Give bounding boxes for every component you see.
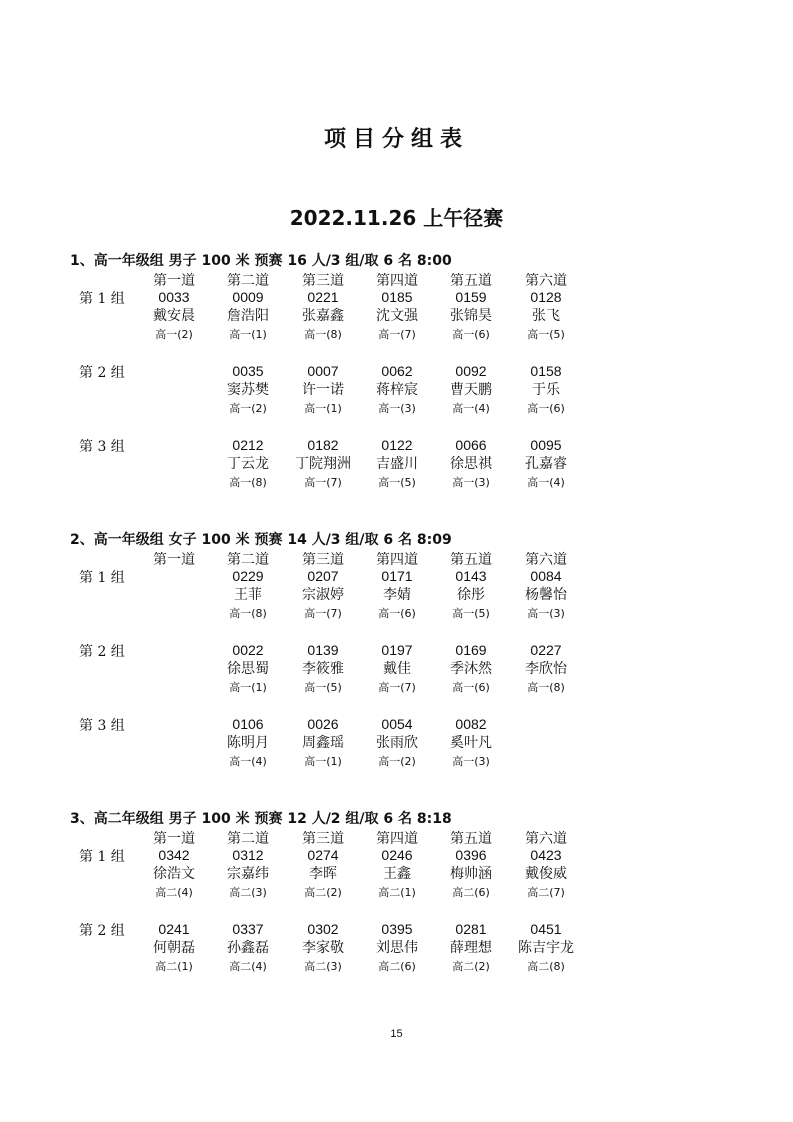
athlete-number: 0281: [455, 921, 487, 937]
athlete-number: 0185: [381, 289, 413, 305]
athlete-entry: [210, 641, 286, 697]
athlete-class: 高二(2): [452, 960, 490, 973]
athlete-number: 0062: [381, 363, 413, 379]
athlete-class: 高一(4): [452, 402, 490, 415]
athlete-number: 0312: [232, 847, 264, 863]
athlete-class: 高二(8): [527, 960, 565, 973]
athlete-number: 0227: [530, 642, 562, 658]
lane-header: 第三道: [302, 552, 344, 568]
athlete-class: 高一(8): [229, 607, 267, 620]
athlete-class: 高一(5): [378, 476, 416, 489]
athlete-name: 徐浩文: [153, 866, 195, 882]
group-label: 第 3 组: [79, 718, 125, 734]
lane-header: 第一道: [153, 273, 195, 289]
document-title: 项目分组表: [323, 126, 469, 152]
athlete-entry: [433, 846, 509, 902]
athlete-name: 徐思祺: [450, 456, 492, 472]
athlete-class: 高一(4): [229, 755, 267, 768]
athlete-name: 李家敬: [302, 940, 344, 956]
athlete-name: 王菲: [234, 587, 262, 603]
lane-header: 第四道: [376, 273, 418, 289]
athlete-name: 宗淑婷: [302, 587, 344, 603]
athlete-entry: [508, 288, 584, 344]
athlete-name: 戴安晨: [153, 308, 195, 324]
athlete-class: 高一(2): [378, 755, 416, 768]
athlete-name: 刘思伟: [376, 940, 418, 956]
athlete-entry: [433, 436, 509, 492]
athlete-name: 曹天鹏: [450, 382, 492, 398]
event-heading: 1、高一年级组 男子 100 米 预赛 16 人/3 组/取 6 名 8:00: [70, 253, 452, 269]
athlete-number: 0033: [158, 289, 190, 305]
athlete-entry: [285, 567, 361, 623]
athlete-class: 高一(1): [229, 681, 267, 694]
athlete-entry: [508, 436, 584, 492]
athlete-class: 高一(2): [229, 402, 267, 415]
athlete-name: 许一诺: [302, 382, 344, 398]
athlete-number: 0169: [455, 642, 487, 658]
athlete-number: 0159: [455, 289, 487, 305]
athlete-name: 丁院翔洲: [295, 456, 351, 472]
athlete-class: 高二(1): [378, 886, 416, 899]
athlete-number: 0451: [530, 921, 562, 937]
athlete-name: 徐彤: [457, 587, 485, 603]
athlete-entry: [210, 362, 286, 418]
athlete-entry: [285, 920, 361, 976]
lane-header: 第二道: [227, 831, 269, 847]
lane-header: 第五道: [450, 552, 492, 568]
lane-header: 第三道: [302, 831, 344, 847]
athlete-number: 0143: [455, 568, 487, 584]
group-label: 第 2 组: [79, 365, 125, 381]
event-section: [0, 529, 793, 819]
athlete-class: 高一(3): [452, 755, 490, 768]
athlete-entry: [210, 288, 286, 344]
athlete-name: 孙鑫磊: [227, 940, 269, 956]
athlete-number: 0092: [455, 363, 487, 379]
athlete-number: 0106: [232, 716, 264, 732]
athlete-class: 高二(4): [229, 960, 267, 973]
athlete-name: 张嘉鑫: [302, 308, 344, 324]
athlete-name: 杨馨怡: [525, 587, 567, 603]
athlete-entry: [433, 362, 509, 418]
athlete-number: 0182: [307, 437, 339, 453]
athlete-number: 0054: [381, 716, 413, 732]
athlete-class: 高一(7): [304, 476, 342, 489]
lane-header: 第四道: [376, 831, 418, 847]
lane-header: 第六道: [525, 273, 567, 289]
athlete-number: 0158: [530, 363, 562, 379]
athlete-number: 0246: [381, 847, 413, 863]
athlete-class: 高一(7): [304, 607, 342, 620]
athlete-class: 高一(1): [229, 328, 267, 341]
athlete-entry: [508, 641, 584, 697]
athlete-number: 0066: [455, 437, 487, 453]
athlete-class: 高一(3): [378, 402, 416, 415]
lane-header: 第一道: [153, 552, 195, 568]
athlete-name: 徐思蜀: [227, 661, 269, 677]
athlete-number: 0396: [455, 847, 487, 863]
athlete-class: 高二(6): [378, 960, 416, 973]
athlete-entry: [433, 641, 509, 697]
athlete-entry: [359, 715, 435, 771]
athlete-entry: [136, 846, 212, 902]
athlete-class: 高一(7): [378, 681, 416, 694]
athlete-entry: [210, 715, 286, 771]
athlete-entry: [433, 567, 509, 623]
athlete-entry: [359, 362, 435, 418]
athlete-entry: [508, 567, 584, 623]
lane-header: 第四道: [376, 552, 418, 568]
athlete-class: 高一(6): [452, 681, 490, 694]
athlete-number: 0337: [232, 921, 264, 937]
lane-header: 第五道: [450, 273, 492, 289]
athlete-class: 高二(3): [229, 886, 267, 899]
athlete-name: 李欣怡: [525, 661, 567, 677]
athlete-entry: [359, 846, 435, 902]
athlete-number: 0212: [232, 437, 264, 453]
athlete-number: 0395: [381, 921, 413, 937]
event-heading: 3、高二年级组 男子 100 米 预赛 12 人/2 组/取 6 名 8:18: [70, 811, 452, 827]
athlete-entry: [210, 567, 286, 623]
athlete-class: 高一(6): [378, 607, 416, 620]
athlete-name: 梅帅涵: [450, 866, 492, 882]
athlete-class: 高一(6): [527, 402, 565, 415]
athlete-name: 李婧: [383, 587, 411, 603]
page-number: 15: [390, 1028, 403, 1040]
athlete-number: 0095: [530, 437, 562, 453]
athlete-entry: [285, 288, 361, 344]
athlete-entry: [433, 288, 509, 344]
athlete-class: 高二(6): [452, 886, 490, 899]
athlete-entry: [210, 920, 286, 976]
group-label: 第 2 组: [79, 644, 125, 660]
athlete-entry: [285, 715, 361, 771]
athlete-name: 张飞: [532, 308, 560, 324]
athlete-number: 0082: [455, 716, 487, 732]
athlete-entry: [285, 436, 361, 492]
group-label: 第 1 组: [79, 291, 125, 307]
athlete-entry: [285, 641, 361, 697]
athlete-name: 王鑫: [383, 866, 411, 882]
athlete-entry: [433, 715, 509, 771]
group-label: 第 1 组: [79, 570, 125, 586]
athlete-class: 高一(2): [155, 328, 193, 341]
athlete-class: 高一(1): [304, 402, 342, 415]
athlete-entry: [508, 362, 584, 418]
athlete-class: 高二(4): [155, 886, 193, 899]
athlete-class: 高一(8): [304, 328, 342, 341]
group-label: 第 2 组: [79, 923, 125, 939]
athlete-name: 戴俊威: [525, 866, 567, 882]
lane-header: 第六道: [525, 831, 567, 847]
event-section: [0, 808, 793, 1098]
athlete-class: 高一(1): [304, 755, 342, 768]
athlete-entry: [359, 567, 435, 623]
athlete-name: 奚叶凡: [450, 735, 492, 751]
lane-header: 第二道: [227, 552, 269, 568]
athlete-number: 0423: [530, 847, 562, 863]
athlete-number: 0274: [307, 847, 339, 863]
athlete-entry: [433, 920, 509, 976]
athlete-name: 张雨欣: [376, 735, 418, 751]
athlete-name: 詹浩阳: [227, 308, 269, 324]
athlete-class: 高二(7): [527, 886, 565, 899]
athlete-class: 高二(2): [304, 886, 342, 899]
athlete-name: 张锦昊: [450, 308, 492, 324]
lane-header: 第一道: [153, 831, 195, 847]
athlete-name: 蒋梓宸: [376, 382, 418, 398]
athlete-entry: [359, 436, 435, 492]
athlete-entry: [210, 436, 286, 492]
athlete-class: 高二(3): [304, 960, 342, 973]
athlete-number: 0241: [158, 921, 190, 937]
group-label: 第 3 组: [79, 439, 125, 455]
athlete-number: 0009: [232, 289, 264, 305]
athlete-number: 0207: [307, 568, 339, 584]
lane-header: 第六道: [525, 552, 567, 568]
athlete-number: 0229: [232, 568, 264, 584]
athlete-name: 何朝磊: [153, 940, 195, 956]
athlete-entry: [285, 362, 361, 418]
athlete-name: 李筱雅: [302, 661, 344, 677]
athlete-class: 高一(6): [452, 328, 490, 341]
athlete-class: 高一(3): [527, 607, 565, 620]
athlete-number: 0197: [381, 642, 413, 658]
athlete-entry: [359, 920, 435, 976]
lane-header: 第二道: [227, 273, 269, 289]
athlete-entry: [210, 846, 286, 902]
event-heading: 2、高一年级组 女子 100 米 预赛 14 人/3 组/取 6 名 8:09: [70, 532, 452, 548]
athlete-number: 0139: [307, 642, 339, 658]
athlete-entry: [508, 846, 584, 902]
athlete-name: 陈明月: [227, 735, 269, 751]
athlete-name: 薛理想: [450, 940, 492, 956]
session-subtitle: 2022.11.26 上午径赛: [289, 206, 504, 230]
athlete-number: 0128: [530, 289, 562, 305]
athlete-name: 戴佳: [383, 661, 411, 677]
athlete-class: 高一(5): [304, 681, 342, 694]
athlete-class: 高一(5): [527, 328, 565, 341]
athlete-class: 高一(8): [229, 476, 267, 489]
athlete-entry: [359, 288, 435, 344]
athlete-number: 0342: [158, 847, 190, 863]
athlete-name: 李晖: [309, 866, 337, 882]
athlete-name: 沈文强: [376, 308, 418, 324]
athlete-name: 宗嘉纬: [227, 866, 269, 882]
athlete-name: 周鑫瑶: [302, 735, 344, 751]
athlete-number: 0022: [232, 642, 264, 658]
athlete-name: 于乐: [532, 382, 560, 398]
athlete-number: 0026: [307, 716, 339, 732]
athlete-number: 0122: [381, 437, 413, 453]
athlete-entry: [359, 641, 435, 697]
athlete-class: 高一(8): [527, 681, 565, 694]
athlete-number: 0171: [381, 568, 413, 584]
athlete-class: 高一(4): [527, 476, 565, 489]
athlete-entry: [285, 846, 361, 902]
lane-header: 第三道: [302, 273, 344, 289]
athlete-class: 高一(7): [378, 328, 416, 341]
athlete-class: 高二(1): [155, 960, 193, 973]
athlete-number: 0302: [307, 921, 339, 937]
athlete-entry: [136, 288, 212, 344]
athlete-name: 窦苏樊: [227, 382, 269, 398]
athlete-name: 陈吉宇龙: [518, 940, 574, 956]
athlete-number: 0035: [232, 363, 264, 379]
athlete-class: 高一(5): [452, 607, 490, 620]
athlete-entry: [508, 920, 584, 976]
athlete-name: 季沐然: [450, 661, 492, 677]
event-section: [0, 250, 793, 540]
group-label: 第 1 组: [79, 849, 125, 865]
athlete-name: 吉盛川: [376, 456, 418, 472]
athlete-entry: [136, 920, 212, 976]
athlete-number: 0007: [307, 363, 339, 379]
athlete-name: 丁云龙: [227, 456, 269, 472]
lane-header: 第五道: [450, 831, 492, 847]
athlete-number: 0084: [530, 568, 562, 584]
athlete-name: 孔嘉睿: [525, 456, 567, 472]
athlete-class: 高一(3): [452, 476, 490, 489]
athlete-number: 0221: [307, 289, 339, 305]
